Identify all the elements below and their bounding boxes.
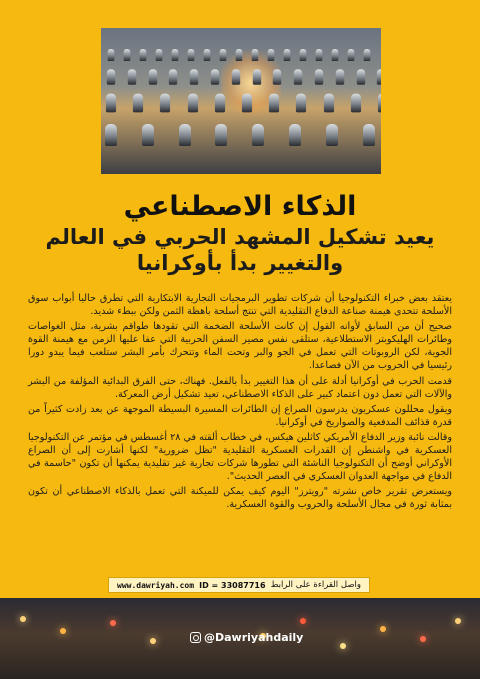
- robot-figure: [236, 49, 243, 61]
- robot-figure: [363, 124, 375, 146]
- robot-figure: [273, 69, 281, 84]
- robot-figure: [128, 69, 136, 84]
- headline-block: [16, 190, 464, 276]
- robot-figure: [294, 69, 302, 84]
- article-id: ID = 33087716: [199, 580, 266, 590]
- robot-figure: [300, 49, 307, 61]
- robot-figure: [108, 49, 115, 61]
- robot-figure: [179, 124, 191, 146]
- robot-figure: [316, 49, 323, 61]
- paragraph: قدمت الحرب في أوكرانيا أدلة على أن هذا التغيير بدأ بالفعل. فهناك، حتى الفرق البدائية المؤلفة من البشر والآلات التي تعمل دون اعتماد كبير على الذكاء الاصطناعي، تعيد تشكيل أرض المعركة.: [28, 375, 452, 400]
- street-light-dot: [150, 638, 156, 644]
- read-more-bar[interactable]: [108, 577, 370, 593]
- robot-figure: [160, 94, 170, 113]
- robot-figure: [140, 49, 147, 61]
- read-more-label: واصل القراءة على الرابط: [270, 580, 361, 590]
- robot-figure: [377, 69, 381, 84]
- robot-figure: [190, 69, 198, 84]
- robot-figure: [105, 124, 117, 146]
- robot-figure: [252, 69, 260, 84]
- street-light-dot: [340, 643, 346, 649]
- robot-figure: [156, 49, 163, 61]
- street-light-dot: [455, 618, 461, 624]
- street-light-dot: [380, 626, 386, 632]
- robot-figure: [284, 49, 291, 61]
- robot-figure: [106, 94, 116, 113]
- robot-figure: [204, 49, 211, 61]
- robot-figure: [187, 94, 197, 113]
- robot-figure: [269, 94, 279, 113]
- street-light-dot: [300, 618, 306, 624]
- site-url-link[interactable]: www.dawriyah.com: [117, 580, 195, 590]
- robot-figure: [215, 124, 227, 146]
- street-light-dot: [420, 636, 426, 642]
- robot-figure: [124, 49, 131, 61]
- street-light-dot: [60, 628, 66, 634]
- robot-figure: [268, 49, 275, 61]
- robot-figure: [211, 69, 219, 84]
- headline-subtitle-2: والتغيير بدأ بأوكرانيا: [136, 251, 344, 275]
- robot-figure: [348, 49, 355, 61]
- robot-figure: [220, 49, 227, 61]
- robot-figure: [323, 94, 333, 113]
- robot-figure: [364, 49, 371, 61]
- article-body: [28, 292, 452, 514]
- robot-figure: [252, 124, 264, 146]
- robot-figure: [188, 49, 195, 61]
- robot-figure: [336, 69, 344, 84]
- hero-image-robots: [101, 28, 381, 174]
- robot-figure: [242, 94, 252, 113]
- robot-figure: [142, 124, 154, 146]
- robot-figure: [148, 69, 156, 84]
- paragraph: وقالت نائبة وزير الدفاع الأمريكي كاثلين هيكس، في خطاب ألقته في ٢٨ أغسطس في مؤتمر عن التكنولوجيا العسكرية في واشنطن إن القدرات العسكرية التقليدية "تظل ضرورية" لكنها أشارت إلى أن الصراع الأوكراني أوضح أن التكنولوجيا الناشئة التي تطورها شركات تجارية غير تقليدية يمكنها أن تكون "حاسمة في الدفاع في مواجهة العدوان العسكري في العصر الحديث".: [28, 431, 452, 483]
- robot-figure: [378, 94, 381, 113]
- robot-figure: [356, 69, 364, 84]
- robot-figure: [169, 69, 177, 84]
- instagram-icon: [190, 632, 201, 643]
- instagram-handle[interactable]: [190, 631, 303, 644]
- headline-title: الذكاء الاصطناعي: [123, 191, 357, 222]
- handle-text: @Dawriyahdaily: [204, 631, 304, 644]
- robot-figure: [351, 94, 361, 113]
- robot-figure: [172, 49, 179, 61]
- robot-figure: [332, 49, 339, 61]
- robot-figure: [215, 94, 225, 113]
- robot-figure: [326, 124, 338, 146]
- headline-subtitle-1: يعيد تشكيل المشهد الحربي في العالم: [45, 225, 435, 249]
- paragraph: يعتقد بعض خبراء التكنولوجيا أن شركات تطوير البرمجيات التجارية الابتكارية التي تطرق حاليا أبواب سوق الأسلحة تتحدى هيمنة صناعة الدفاع التقليدية التي تنتج أسلحة باهظة الثمن ولكن ببطء شديد.: [28, 293, 452, 318]
- robot-figure: [296, 94, 306, 113]
- robot-figure: [232, 69, 240, 84]
- robot-figure: [289, 124, 301, 146]
- paragraph: ويستعرض تقرير خاص نشرته "رويترز" اليوم كيف يمكن للميكنة التي تعمل بالذكاء الاصطناعي أن تكون بمثابة ثورة في مجال الأسلحة والحروب والقوة العسكرية.: [28, 486, 452, 511]
- street-light-dot: [20, 616, 26, 622]
- robot-figure: [252, 49, 259, 61]
- robot-figure: [133, 94, 143, 113]
- paragraph: ويقول محللون عسكريون يدرسون الصراع إن الطائرات المسيرة البسيطة الموجهة عن بعد زادت كثيراً من قدرة قذائف المدفعية والصواريخ في أوكرانيا.: [28, 403, 452, 428]
- robot-figure: [107, 69, 115, 84]
- robot-figure: [315, 69, 323, 84]
- paragraph: صحيح أن من السابق لأوانه القول إن كانت الأسلحة الضخمة التي تقودها طواقم بشرية، مثل الغواصات وطائرات الهليكوبتر الاستطلاعية، ستلقى نفس مصير السفن الحربية التي عفا عليها الزمن مع هيمنة القوة الجوية، لكن الروبوتات التي تعمل في الجو والبر وتحت الماء وتتحرك بأمر البشر ستلعب فيما يبدو دورا رئيسيا في الحروب من الآن فصاعدا.: [28, 321, 452, 372]
- street-light-dot: [110, 620, 116, 626]
